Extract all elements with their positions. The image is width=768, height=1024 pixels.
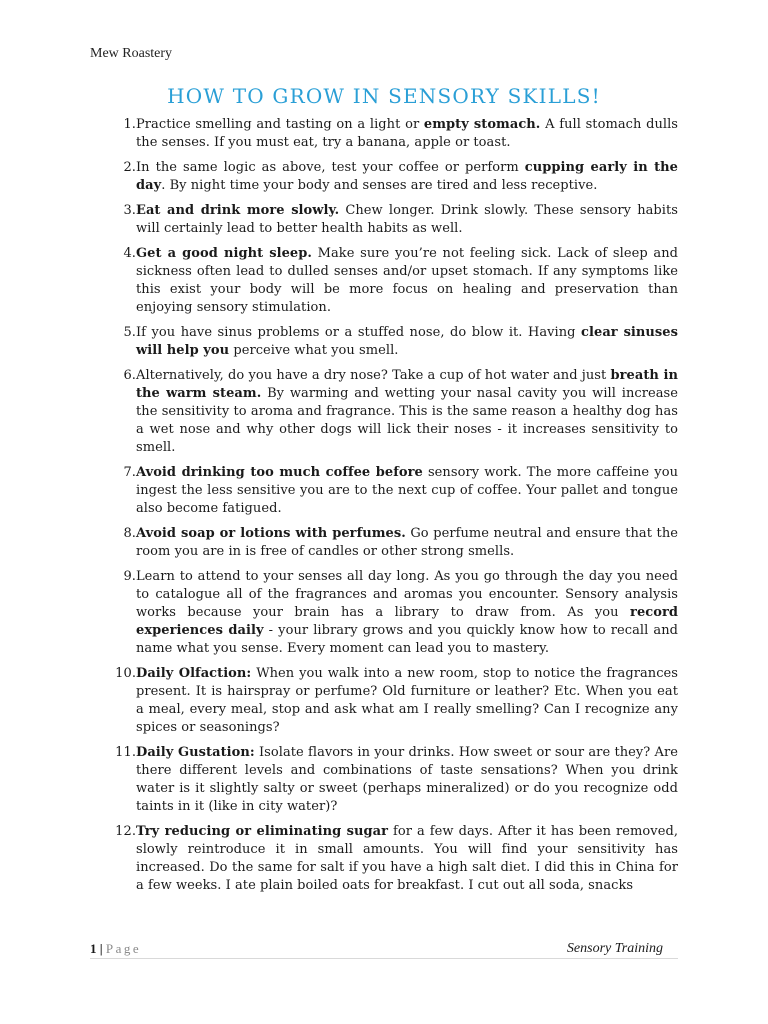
page-number: 1 xyxy=(90,941,97,956)
list-item xyxy=(104,324,678,360)
list-item-number xyxy=(104,744,136,816)
list-item xyxy=(104,744,678,816)
list-item xyxy=(104,245,678,317)
emphasis-text: cupping early in the day xyxy=(136,160,678,193)
emphasis-text: Avoid soap or lotions with perfumes. xyxy=(136,526,406,541)
emphasis-text: Get a good night sleep. xyxy=(136,246,312,261)
running-header: Mew Roastery xyxy=(90,46,173,61)
body-text: If you have sinus problems or a stuffed nose, do blow it. Having xyxy=(136,325,582,340)
list-item-number xyxy=(104,116,136,152)
body-text: . By night time your body and senses are tired and less receptive. xyxy=(161,178,598,193)
list-item-number-text: 1. xyxy=(123,117,136,132)
list-item-text xyxy=(136,665,678,737)
list-item xyxy=(104,202,678,238)
body-text: Make sure you’re not feeling sick. Lack of sleep and sickness often lead to dulled senses and/or upset stomach. If any symptoms like this exist your body will be more focus on healing and preservation than enjoying sensory stimulation. xyxy=(136,246,678,315)
list-item-number xyxy=(104,823,136,895)
emphasis-text: Eat and drink more slowly. xyxy=(136,203,340,218)
footer-divider xyxy=(90,958,678,959)
body-text: sensory work. The more caffeine you ingest the less sensitive you are to the next cup of coffee. Your pallet and tongue also become fatigued. xyxy=(136,465,678,516)
list-item-text xyxy=(136,324,678,360)
body-text: Isolate flavors in your drinks. How sweet or sour are they? Are there different levels and combinations of taste sensations? When you drink water is it slightly salty or sweet (perhaps mineralized) or do you recognize odd taints in it (like in city water)? xyxy=(136,745,678,814)
emphasis-text: Daily Olfaction: xyxy=(136,666,252,681)
list-item-number-text: 12. xyxy=(115,824,136,839)
body-text: Go perfume neutral and ensure that the room you are in is free of candles or other strong smells. xyxy=(136,526,678,559)
emphasis-text: Avoid drinking too much coffee before xyxy=(136,465,423,480)
emphasis-text: clear sinuses will help you xyxy=(136,325,678,358)
list-item-text xyxy=(136,116,678,152)
list-item xyxy=(104,159,678,195)
tips-list xyxy=(104,116,678,902)
list-item xyxy=(104,367,678,457)
body-text: for a few days. After it has been removed, slowly reintroduce it in small amounts. You will find your sensitivity has increased. Do the same for salt if you have a high salt diet. I did this in China for a few weeks. I ate plain boiled oats for breakfast. I cut out all soda, snacks xyxy=(136,824,678,893)
page-separator: | xyxy=(99,941,103,956)
list-item-number xyxy=(104,202,136,238)
list-item-number-text: 11. xyxy=(115,745,136,760)
emphasis-text: empty stomach. xyxy=(423,117,541,132)
body-text: In the same logic as above, test your coffee or perform xyxy=(136,160,525,175)
body-text: Chew longer. Drink slowly. These sensory habits will certainly lead to better health habits as well. xyxy=(136,203,679,236)
list-item xyxy=(104,823,678,895)
emphasis-text: breath in the warm steam. xyxy=(136,368,678,401)
list-item-number xyxy=(104,159,136,195)
body-text: A full stomach dulls the senses. If you must eat, try a banana, apple or toast. xyxy=(136,117,679,150)
list-item xyxy=(104,525,678,561)
body-text: Practice smelling and tasting on a light or xyxy=(136,117,424,132)
list-item-text xyxy=(136,367,678,457)
list-item-number xyxy=(104,464,136,518)
list-item-text xyxy=(136,464,678,518)
emphasis-text: record experiences daily xyxy=(136,605,678,638)
list-item-number-text: 4. xyxy=(123,246,136,261)
list-item-text xyxy=(136,159,678,195)
list-item xyxy=(104,665,678,737)
body-text: By warming and wetting your nasal cavity you will increase the sensitivity to aroma and fragrance. This is the same reason a healthy dog has a wet nose and why other dogs will lick their noses - it increases sensitivity to smell. xyxy=(136,386,678,455)
list-item-number xyxy=(104,525,136,561)
emphasis-text: Try reducing or eliminating sugar xyxy=(136,824,389,839)
body-text: Alternatively, do you have a dry nose? Take a cup of hot water and just xyxy=(136,368,611,383)
body-text: perceive what you smell. xyxy=(229,343,399,358)
list-item xyxy=(104,568,678,658)
list-item-text xyxy=(136,245,678,317)
list-item-number-text: 2. xyxy=(123,160,136,175)
list-item-number xyxy=(104,568,136,658)
list-item-text xyxy=(136,525,678,561)
list-item-number xyxy=(104,324,136,360)
list-item-text xyxy=(136,202,678,238)
list-item-text xyxy=(136,823,678,895)
list-item-number-text: 7. xyxy=(123,465,136,480)
list-item xyxy=(104,464,678,518)
footer-section-title: Sensory Training xyxy=(566,941,663,956)
body-text: - your library grows and you quickly know how to recall and name what you sense. Every moment can lead you to mastery. xyxy=(136,623,679,656)
page-word: Page xyxy=(105,941,142,956)
list-item xyxy=(104,116,678,152)
list-item-number xyxy=(104,665,136,737)
list-item-number-text: 3. xyxy=(123,203,136,218)
list-item-text xyxy=(136,744,678,816)
body-text: When you walk into a new room, stop to notice the fragrances present. It is hairspray or perfume? Old furniture or leather? Etc. When you eat a meal, every meal, stop and ask what am I really smelling? Can I recognize any spices or seasonings? xyxy=(136,666,678,735)
list-item-number xyxy=(104,245,136,317)
list-item-number-text: 8. xyxy=(123,526,136,541)
list-item-number xyxy=(104,367,136,457)
list-item-number-text: 10. xyxy=(115,666,136,681)
list-item-number-text: 5. xyxy=(123,325,136,340)
page-title: HOW TO GROW IN SENSORY SKILLS! xyxy=(167,84,601,108)
list-item-text xyxy=(136,568,678,658)
list-item-number-text: 6. xyxy=(123,368,136,383)
list-item-number-text: 9. xyxy=(123,569,136,584)
page-footer-number xyxy=(90,941,141,957)
emphasis-text: Daily Gustation: xyxy=(136,745,255,760)
body-text: Learn to attend to your senses all day long. As you go through the day you need to catalogue all of the fragrances and aromas you encounter. Sensory analysis works because your brain has a library to draw from. As you xyxy=(136,569,678,620)
